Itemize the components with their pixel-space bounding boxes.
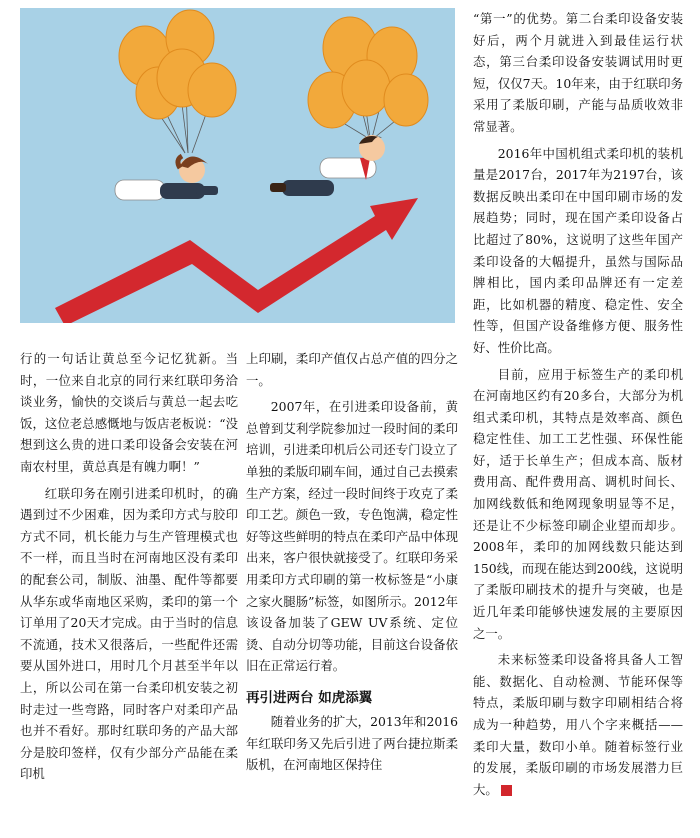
paragraph: 红联印务在刚引进柔印机时，的确遇到过不少困难，因为柔印方式与胶印方式不同，机长能力与生产管理模式也不一样，而且当时在河南地区没有柔印的配套公司，制版、油墨、配件等都要从华东或华南地区采购，柔印的第一个订单用了20天才完成。由于当时的信息不流通，技术又很落后，一些配件还需要从国外进口，用时几个月甚至半年以上，所以公司在第一台柔印机安装之初时走过一些弯路，同时客户对柔印产品也并不看好。那时红联印务的产品大部分是胶印签样，仅有少部分产品能在柔印机: [20, 485, 238, 782]
balloon-people-graphic: [20, 8, 455, 323]
column-right: [473, 8, 683, 800]
paragraph: 行的一句话让黄总至今记忆犹新。当时，一位来自北京的同行来红联印务洽谈业务，愉快的交谈后与黄总一起去吃饭，这位老总感慨地与饭店老板说：“没想到这么贵的进口柔印设备会安装在河南农村里，黄总真是有魄力啊！”: [20, 351, 238, 474]
paragraph: 上印刷，柔印产值仅占总产值的四分之一。: [246, 351, 458, 388]
column-left: [20, 348, 238, 785]
paragraph: 2007年，在引进柔印设备前，黄总曾到艾利学院参加过一段时间的柔印培训，引进柔印机后公司还专门设立了单独的柔版印刷车间，通过自己去摸索生产方案，经过一段时间终于攻克了柔印工艺。颜色一致，专色饱满，稳定性好等这些鲜明的特点在柔印产品中体现出来，客户很快就接受了。红联印务采用柔印方式印刷的第一枚标签是“小康之家火腿肠”标签，如图所示。2012年该设备加装了GEW UV系统、定位烫、自动分切等功能，目前这台设备依旧在正常运行着。: [246, 399, 458, 674]
paragraph-last: [473, 649, 683, 800]
paragraph: “第一”的优势。第二台柔印设备安装好后，两个月就进入到最佳运行状态，第三台柔印设备安装调试用时更短，仅仅7天。10年来，由于红联印务采用了柔版印刷，产能与品质收效非常显著。: [473, 11, 683, 134]
end-mark-icon: L: [501, 785, 512, 796]
section-heading: 再引进两台 如虎添翼: [246, 689, 373, 706]
paragraph: 随着业务的扩大，2013年和2016年红联印务又先后引进了两台捷拉斯柔版机，在河南地区保持住: [246, 713, 458, 773]
paragraph-text: 未来标签柔印设备将具备人工智能、数据化、自动检测、节能环保等特点，柔版印刷与数字印刷相结合将成为一种趋势，用八个字来概括——柔印大量，数印小单。随着标签行业的发展，柔版印刷的市场发展潜力巨大。: [473, 652, 683, 797]
illustration: [20, 8, 455, 323]
paragraph: 目前，应用于标签生产的柔印机在河南地区约有20多台，大部分为机组式柔印机，其特点是效率高、颜色稳定性佳、加工工艺性强、环保性能好，适于长单生产；但成本高、版材费用高、配件费用高、调机时间长、加网线数低和绝网现象明显等不足，还是让不少标签印刷企业望而却步。2008年，柔印的加网线数只能达到150线，而现在能达到200线，这说明了柔版印刷技术的提升与突破，也是近几年柔印能够快速发展的主要原因之一。: [473, 366, 683, 641]
paragraph: 2016年中国机组式柔印机的装机量是2017台，2017年为2197台，该数据反映出柔印在中国印刷市场的发展趋势；同时，现在国产柔印设备占比超过了80%，这说明了这些年国产柔印设备的大幅提升，虽然与国际品牌相比，国内柔印品牌还有一定差距，比如机器的精度、稳定性、安全性等，但国产设备维修方便、服务性好、性价比高。: [473, 145, 683, 355]
column-middle: [246, 348, 458, 776]
